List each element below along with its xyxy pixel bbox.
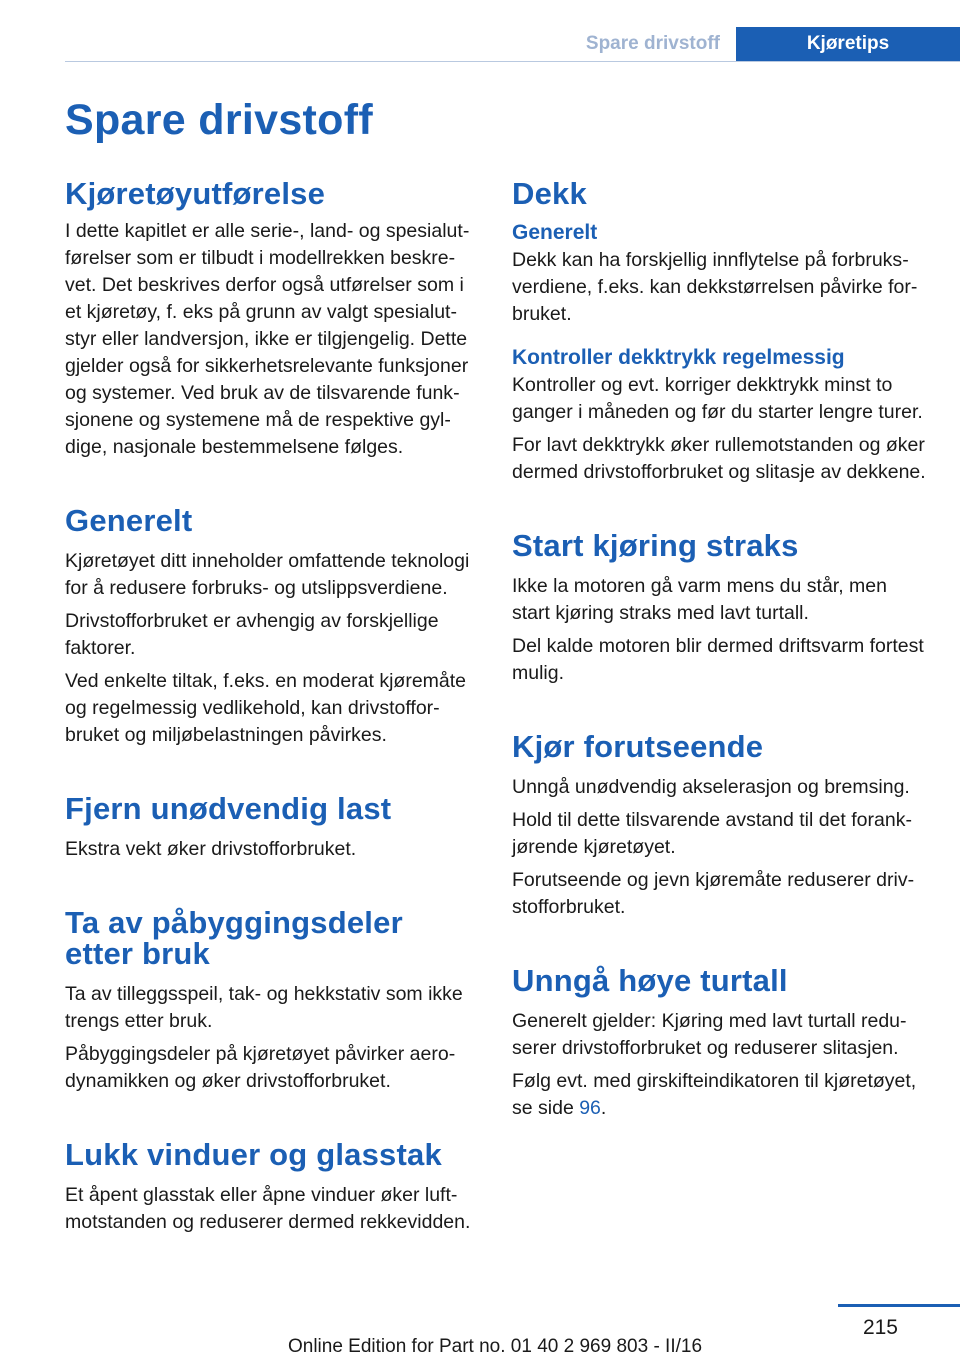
footer-edition: Online Edition for Part no. 01 40 2 969 803 - II/16 [287, 1336, 703, 1357]
section-heading: Kjør forutseende [512, 729, 764, 764]
section-remove-attachments [65, 907, 478, 1095]
page-reference-link[interactable]: 96 [579, 1097, 601, 1119]
paragraph: Kjøretøyet ditt inneholder omfattende teknologi for å redusere forbruks- og utslippsverdiene. [65, 550, 470, 599]
paragraph: Del kalde motoren blir dermed driftsvarm fortest mulig. [512, 635, 924, 684]
tab-chapter[interactable]: Kjøretips [736, 27, 960, 62]
subsection-tires-general [512, 221, 930, 328]
section-close-windows [65, 1139, 478, 1236]
header-tabs [570, 27, 960, 62]
paragraph: Drivstofforbruket er avhengig av forskjellige faktorer. [65, 610, 439, 659]
paragraph: Hold til dette tilsvarende avstand til det forankjørende kjøretøyet. [512, 809, 912, 858]
page-number: 215 [862, 1316, 898, 1339]
right-column [512, 178, 930, 1166]
section-start-driving [512, 530, 930, 687]
section-heading: Ta av påbyggingsdeler etter bruk [65, 905, 403, 971]
section-heading: Start kjøring straks [512, 528, 799, 563]
paragraph: Ekstra vekt øker drivstofforbruket. [65, 838, 357, 860]
section-avoid-high-rpm [512, 965, 930, 1122]
section-anticipate [512, 731, 930, 921]
paragraph: I dette kapitlet er alle serie-, land- og spesialutførelser som er tilbudt i modellrekken beskrevet. Det beskrives derfor også utførelser som i et kjøretøy, f. eks på grunn av valgt spesialutstyr eller landversjon, ikke er tilgjengelig. Dette gjelder også for sikkerhetsrelevante funksjoner og systemer. Ved bruk av de tilsvarende funksjonene og systemene må de respektive gyldige, nasjonale bestemmelsene følges. [65, 220, 470, 458]
paragraph: Ta av tilleggsspeil, tak- og hekkstativ som ikke trengs etter bruk. [65, 983, 463, 1032]
paragraph: Ved enkelte tiltak, f.eks. en moderat kjøremåte og regelmessig vedlikehold, kan drivstofforbruket og miljøbelastningen påvirkes. [65, 670, 467, 746]
section-remove-load [65, 793, 478, 863]
subsection-heading: Kontroller dekktrykk regelmessig [512, 346, 845, 369]
header-rule [65, 61, 960, 62]
subsection-tire-pressure [512, 346, 930, 486]
paragraph: Dekk kan ha forskjellig innflytelse på forbruksverdiene, f.eks. kan dekkstørrelsen påvirke forbruket. [512, 249, 918, 325]
paragraph [512, 1068, 930, 1122]
paragraph: For lavt dekktrykk øker rullemotstanden og øker dermed drivstofforbruket og slitasje av dekkene. [512, 434, 926, 483]
section-vehicle-version [65, 178, 478, 461]
tab-section[interactable]: Spare drivstoff [585, 33, 720, 54]
paragraph: Ikke la motoren gå varm mens du står, men start kjøring straks med lavt turtall. [512, 575, 887, 624]
section-heading: Dekk [512, 176, 587, 211]
paragraph: Kontroller og evt. korriger dekktrykk minst to ganger i måneden og før du starter lengre turer. [512, 374, 923, 423]
section-heading: Lukk vinduer og glasstak [65, 1137, 442, 1172]
paragraph: Påbyggingsdeler på kjøretøyet påvirker aerodynamikken og øker drivstofforbruket. [65, 1043, 456, 1092]
footer-rule [838, 1304, 960, 1307]
paragraph: Generelt gjelder: Kjøring med lavt turtall reduserer drivstofforbruket og reduserer slitasjen. [512, 1010, 907, 1059]
section-general [65, 505, 478, 749]
subsection-heading: Generelt [512, 221, 598, 244]
section-tires [512, 178, 930, 486]
paragraph-text: Følg evt. med girskifteindikatoren til kjøretøyet, se side [512, 1070, 917, 1119]
section-heading: Generelt [65, 503, 193, 538]
paragraph-end: . [600, 1097, 607, 1119]
paragraph: Forutseende og jevn kjøremåte reduserer drivstofforbruket. [512, 869, 915, 918]
section-heading: Fjern unødvendig last [65, 791, 392, 826]
section-heading: Unngå høye turtall [512, 963, 788, 998]
paragraph: Et åpent glasstak eller åpne vinduer øker luftmotstanden og reduserer dermed rekkevidden. [65, 1184, 471, 1233]
paragraph: Unngå unødvendig akselerasjon og bremsing. [512, 776, 910, 798]
left-column [65, 178, 478, 1280]
section-heading: Kjøretøyutførelse [65, 176, 326, 211]
page-title: Spare drivstoff [65, 96, 373, 144]
